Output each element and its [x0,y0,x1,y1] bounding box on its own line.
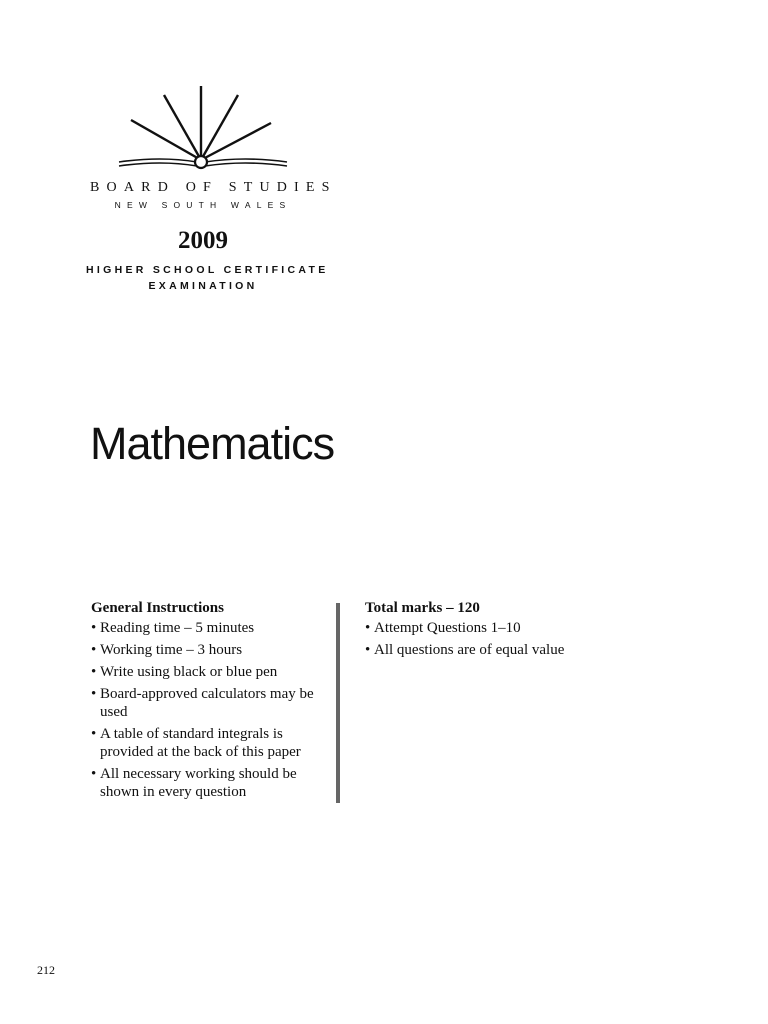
exam-name-line-1: HIGHER SCHOOL CERTIFICATE [86,264,329,276]
instruction-text: Working time – 3 hours [100,642,243,658]
board-subtitle: NEW SOUTH WALES [114,200,292,210]
list-item [365,641,625,659]
bullet-icon: • [91,726,97,742]
instruction-text: All necessary working should be shown in every question [100,766,297,800]
list-item [91,685,323,721]
general-instructions [91,598,323,805]
bullet-icon: • [91,686,97,702]
list-item [91,641,323,659]
exam-name-line-2: EXAMINATION [148,280,258,292]
list-item [91,765,323,801]
instructions-list [91,619,323,801]
marks-text: Attempt Questions 1–10 [374,620,521,636]
board-name: BOARD OF STUDIES [90,180,337,195]
subject-title: Mathematics [90,418,335,469]
bullet-icon: • [91,664,97,680]
list-item [365,619,625,637]
instruction-text: Reading time – 5 minutes [100,620,255,636]
list-item [91,725,323,761]
marks-text: All questions are of equal value [374,642,565,658]
bullet-icon: • [365,642,371,658]
page-number: 212 [37,963,55,977]
total-marks-heading: Total marks – 120 [365,600,480,616]
bullet-icon: • [365,620,371,636]
instruction-text: A table of standard integrals is provided at the back of this paper [100,726,301,760]
bullet-icon: • [91,620,97,636]
sunburst-book-logo-icon [113,82,293,174]
exam-year: 2009 [178,227,228,254]
column-divider [336,603,340,803]
instruction-text: Write using black or blue pen [100,664,278,680]
list-item [91,619,323,637]
bullet-icon: • [91,642,97,658]
instruction-text: Board-approved calculators may be used [100,686,314,720]
marks-list [365,619,625,659]
bullet-icon: • [91,766,97,782]
total-marks-section [365,598,625,663]
list-item [91,663,323,681]
general-instructions-heading: General Instructions [91,600,224,616]
